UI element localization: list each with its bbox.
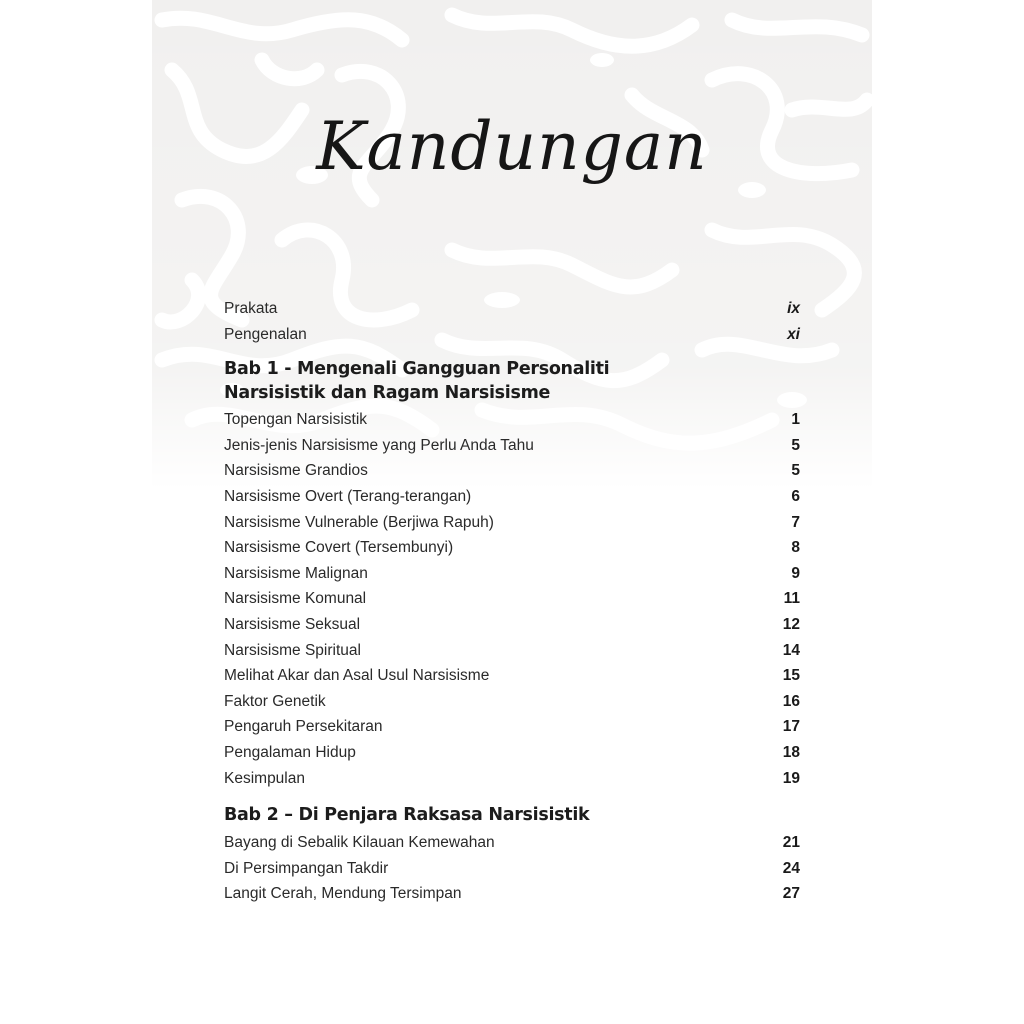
toc-row[interactable] [224,856,800,882]
toc-row[interactable] [224,766,800,792]
toc-row[interactable] [224,484,800,510]
toc-entry-label: Narsisisme Komunal [224,590,367,608]
toc-entry-label: Pengenalan [224,325,307,343]
toc-entry-label: Narsisisme Grandios [224,462,368,480]
toc-row[interactable] [224,612,800,638]
book-page [152,0,872,1024]
toc-row[interactable] [224,561,800,587]
toc-row[interactable] [224,689,800,715]
toc-entry-label: Kesimpulan [224,769,305,787]
toc-entry-label: Prakata [224,300,278,317]
toc-entry-page: 7 [791,513,800,531]
toc-entry-page: 11 [783,590,800,608]
toc-entry-label: Di Persimpangan Takdir [224,859,389,877]
toc-entry-page: ix [787,300,800,317]
toc-entry-label: Melihat Akar dan Asal Usul Narsisisme [224,667,490,685]
toc-entry-page: 9 [791,564,800,582]
toc-entry-page: 12 [782,615,800,633]
toc-entry-label: Topengan Narsisistik [224,411,368,429]
toc-row[interactable] [224,714,800,740]
toc-entry-label: Narsisisme Malignan [224,564,368,582]
toc-entry-label: Narsisisme Seksual [224,615,361,633]
toc-row[interactable] [224,510,800,536]
toc-row[interactable] [224,638,800,664]
toc-entry-page: 21 [782,834,800,852]
toc-row[interactable] [224,535,800,561]
toc-entry-label: Narsisisme Spiritual [224,641,361,659]
toc-row[interactable] [224,881,800,907]
toc-entry-page: 27 [782,885,800,903]
toc-entry-page: 5 [791,462,800,480]
toc-entry-label: Pengalaman Hidup [224,743,356,761]
toc-entry-label: Narsisisme Vulnerable (Berjiwa Rapuh) [224,513,494,531]
toc-row[interactable] [224,830,800,856]
toc-entry-label: Faktor Genetik [224,692,326,710]
toc-entry-label: Narsisisme Covert (Tersembunyi) [224,539,454,557]
toc-entry-label: Langit Cerah, Mendung Tersimpan [224,885,462,903]
toc-row-front-matter[interactable] [224,322,800,348]
toc-entry-label: Pengaruh Persekitaran [224,718,383,736]
toc-entry-page: 5 [791,436,800,454]
toc-row[interactable] [224,407,800,433]
page-title: Kandungan [316,108,708,185]
toc-row[interactable] [224,663,800,689]
toc-entry-page: xi [787,325,800,343]
toc-row[interactable] [224,586,800,612]
toc-entry-page: 19 [782,769,800,787]
toc-entry-page: 24 [782,859,800,877]
toc-entry-page: 8 [791,539,800,557]
toc-row[interactable] [224,740,800,766]
toc-row[interactable] [224,433,800,459]
chapter-heading[interactable]: Bab 1 - Mengenali Gangguan Personaliti Narsisistik dan Ragam Narsisisme [224,359,610,404]
toc-row[interactable] [224,458,800,484]
toc-entry-page: 15 [782,667,800,685]
toc-entry-label: Bayang di Sebalik Kilauan Kemewahan [224,834,495,852]
toc-entry-page: 17 [782,718,800,736]
chapter-heading[interactable]: Bab 2 – Di Penjara Raksasa Narsisistik [224,805,590,826]
toc-entry-page: 14 [782,641,800,659]
toc-entry-label: Narsisisme Overt (Terang-terangan) [224,487,472,505]
table-of-contents [224,296,800,907]
toc-entry-label: Jenis-jenis Narsisisme yang Perlu Anda Tahu [224,436,534,454]
toc-entry-page: 1 [791,411,800,429]
toc-row-front-matter[interactable] [224,296,800,322]
toc-entry-page: 6 [791,487,800,505]
toc-entry-page: 18 [782,743,800,761]
toc-entry-page: 16 [782,692,800,710]
